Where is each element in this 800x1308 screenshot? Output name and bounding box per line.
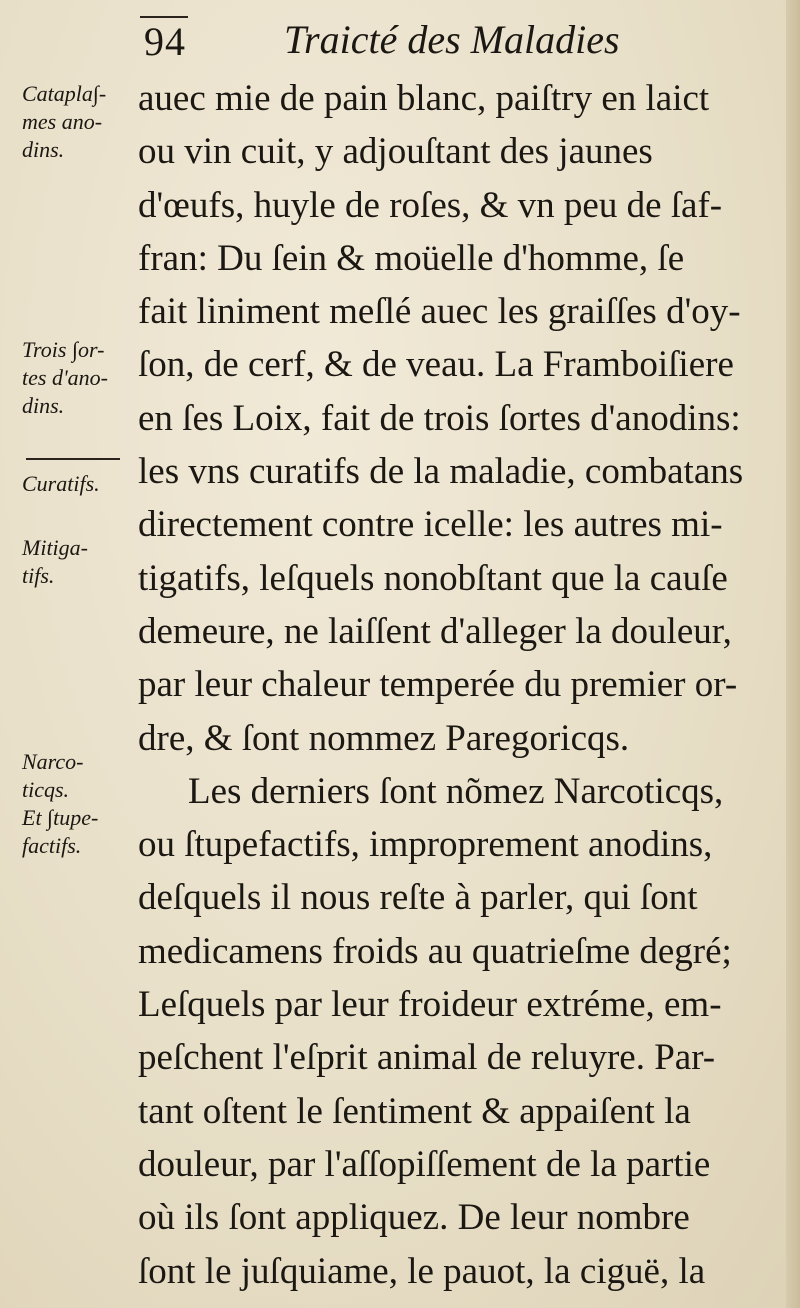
text-line: ſont le juſquiame, le pauot, la ciguë, la bbox=[138, 1250, 706, 1292]
page-edge bbox=[786, 0, 800, 1308]
text-line: douleur, par l'aſſopiſſement de la partie bbox=[138, 1143, 711, 1185]
text-line: par leur chaleur temperée du premier or- bbox=[138, 664, 738, 706]
body-text bbox=[138, 72, 774, 1298]
text-line: où ils ſont appliquez. De leur nombre bbox=[138, 1197, 690, 1239]
text-line: fait liniment meſlé auec les graiſſes d'oy- bbox=[138, 291, 741, 333]
text-line: auec mie de pain blanc, paiſtry en laict bbox=[138, 78, 710, 119]
text-line: fran: Du ſein & moüelle d'homme, ſe bbox=[138, 237, 685, 279]
text-line: medicamens froids au quatrieſme degré; bbox=[138, 930, 732, 972]
text-line: dre, & ſont nommez Paregoricqs. bbox=[138, 717, 630, 759]
text-line: ou ſtupefactifs, improprement anodins, bbox=[138, 824, 713, 866]
text-line: tant oſtent le ſentiment & appaiſent la bbox=[138, 1090, 691, 1132]
text-line: tigatifs, leſquels nonobſtant que la cauſe bbox=[138, 557, 728, 599]
text-line: deſquels il nous reſte à parler, qui ſont bbox=[138, 877, 698, 919]
margin-note-rule bbox=[26, 458, 120, 460]
margin-note-trois-sortes: Trois ∫or- tes d'ano- dins. bbox=[22, 337, 108, 418]
paragraph-start-line: Les derniers ſont nõmez Narcoticqs, bbox=[188, 770, 724, 812]
text-line: ou vin cuit, y adjouſtant des jaunes bbox=[138, 131, 653, 173]
margin-note-narcoticqs: Narco- ticqs. Et ∫tupe- factifs. bbox=[22, 749, 99, 858]
text-line: Leſquels par leur froideur extréme, em- bbox=[138, 984, 722, 1026]
text-line: en ſes Loix, fait de trois ſortes d'anodins: bbox=[138, 397, 741, 439]
page-header bbox=[138, 12, 698, 68]
text-line: d'œufs, huyle de roſes, & vn peu de ſaf- bbox=[138, 184, 723, 226]
text-line: ſon, de cerf, & de veau. La Framboiſiere bbox=[138, 344, 734, 386]
text-line: peſchent l'eſprit animal de reluyre. Par- bbox=[138, 1037, 716, 1079]
running-title: Traicté des Maladies bbox=[284, 17, 620, 62]
margin-note-cataplasmes: Catapla∫- mes ano- dins. bbox=[22, 81, 107, 162]
margin-notes bbox=[0, 0, 140, 1308]
page-number: 94 bbox=[144, 19, 186, 64]
text-line: demeure, ne laiſſent d'alleger la douleur, bbox=[138, 610, 732, 652]
text-line: directement contre icelle: les autres mi- bbox=[138, 504, 723, 546]
margin-note-curatifs: Curatifs. bbox=[22, 471, 100, 496]
margin-note-mitigatifs: Mitiga- tifs. bbox=[22, 535, 88, 588]
text-line: les vns curatifs de la maladie, combatans bbox=[138, 451, 744, 493]
